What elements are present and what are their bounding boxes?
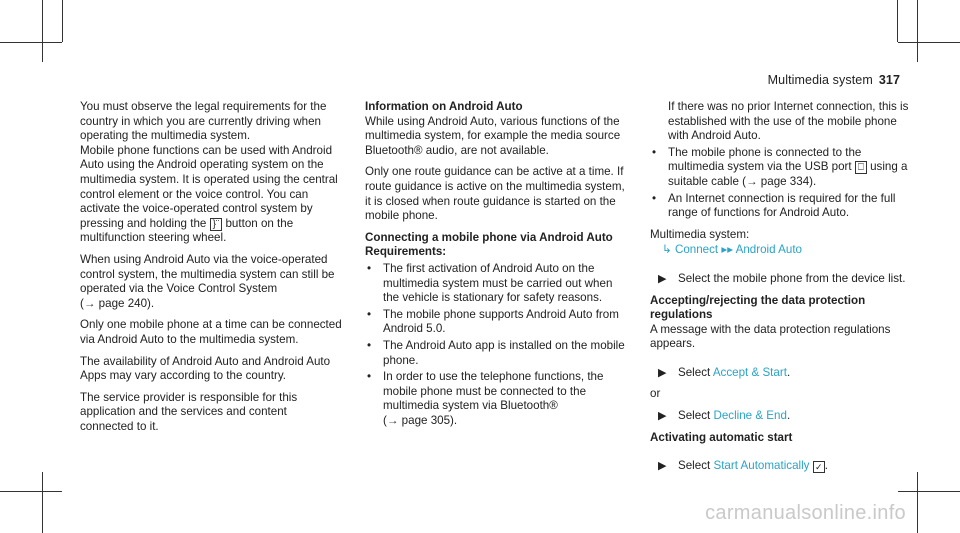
checkbox-checked-icon: ✓ [813,461,825,473]
heading-requirements: Requirements: [365,245,447,259]
action-arrow-icon: ▶ [658,272,667,285]
column-1 [80,100,342,434]
paragraph: You must observe the legal requirements for the country in which you are currently driving when operating the multimedia system. [80,100,327,143]
decline-end-option[interactable]: Decline & End [713,409,787,423]
section-title: Multimedia system [767,73,873,87]
action-step: ▶ Select Decline & End. [658,409,791,423]
column-2 [365,100,627,428]
crop-mark [898,491,960,492]
voice-button-icon: }¨ [210,218,223,231]
list-item: • The mobile phone supports Android Auto from Android 5.0. [365,308,627,337]
action-arrow-icon: ▶ [658,366,667,379]
double-chevron-icon: ▸▸ [721,243,734,257]
crop-mark [0,42,62,43]
list-item: • In order to use the telephone functions, the mobile phone must be connected to the multimedia system via Bluetooth® (→ page 305). [365,370,627,428]
menu-item-connect[interactable]: Connect [674,243,719,257]
heading-automatic-start: Activating automatic start [650,430,793,444]
accept-start-option[interactable]: Accept & Start [712,365,787,379]
paragraph: The service provider is responsible for this application and the services and content connected to it. [80,390,298,433]
crop-mark [917,472,918,533]
paragraph: Multimedia system: [650,227,750,241]
crop-mark [42,472,43,533]
crop-mark [897,0,898,42]
list-item: • An Internet connection is required for the full range of functions for Android Auto. [650,192,912,221]
paragraph: Mobile phone functions can be used with Android Auto using the Android operating system on the multimedia system. It is operated using the central control element or the voice control. You can activate the voice-operated control system by pressing and holding the }¨ button on the multifunction steering wheel. [80,143,338,245]
paragraph: The availability of Android Auto and Android Auto Apps may vary according to the country. [80,354,331,383]
crop-mark [898,42,960,43]
paragraph: Only one mobile phone at a time can be connected via Android Auto to the multimedia system. [80,318,342,346]
action-arrow-icon: ▶ [658,410,667,423]
page-header [768,73,900,87]
heading-information: Information on Android Auto [365,100,523,113]
page-reference[interactable]: (→ page 305). [383,413,458,427]
column-3 [650,100,912,474]
page-number: 317 [878,73,900,87]
action-step: ▶ Select Start Automatically ✓ . [658,459,828,473]
paragraph: When using Android Auto via the voice-operated control system, the multimedia system can still be operated via the Voice Control System (→ page 240). [80,252,335,310]
paragraph: Only one route guidance can be active at a time. If route guidance is active on the multimedia system, it is closed when route guidance is started on the mobile phone. [365,165,625,223]
or-label: or [650,386,661,400]
action-step: ▶ Select the mobile phone from the device list. [658,271,906,285]
action-step: ▶ Select Accept & Start. [658,365,791,379]
paragraph: A message with the data protection regulations appears. [650,322,891,351]
crop-mark [42,0,43,62]
watermark: carmanualsonline.info [705,502,906,524]
crop-mark [62,0,63,42]
heading-connecting: Connecting a mobile phone via Android Auto [365,230,613,244]
menu-arrow-icon: ↳ [662,243,672,257]
menu-item-android-auto[interactable]: Android Auto [735,243,803,257]
menu-path [650,243,912,258]
start-automatically-option[interactable]: Start Automatically [713,459,810,473]
list-item: • The mobile phone is connected to the multimedia system via the USB port ⎕ using a suitable cable (→ page 334). [650,146,912,190]
page-reference[interactable]: (→ page 240). [80,296,155,310]
list-item: • The first activation of Android Auto on the multimedia system must be carried out when the vehicle is stationary for safety reasons. [365,262,627,306]
crop-mark [917,0,918,62]
action-arrow-icon: ▶ [658,460,667,473]
paragraph: If there was no prior Internet connection, this is established with the use of the mobile phone with Android Auto. [668,100,909,143]
usb-port-icon: ⎕ [855,161,867,174]
crop-mark [0,491,62,492]
list-item: • The Android Auto app is installed on the mobile phone. [365,339,627,368]
heading-data-protection: Accepting/rejecting the data protection regulations [650,293,866,322]
paragraph: While using Android Auto, various functions of the multimedia system, for example the media source Bluetooth® audio, are not available. [365,114,621,157]
